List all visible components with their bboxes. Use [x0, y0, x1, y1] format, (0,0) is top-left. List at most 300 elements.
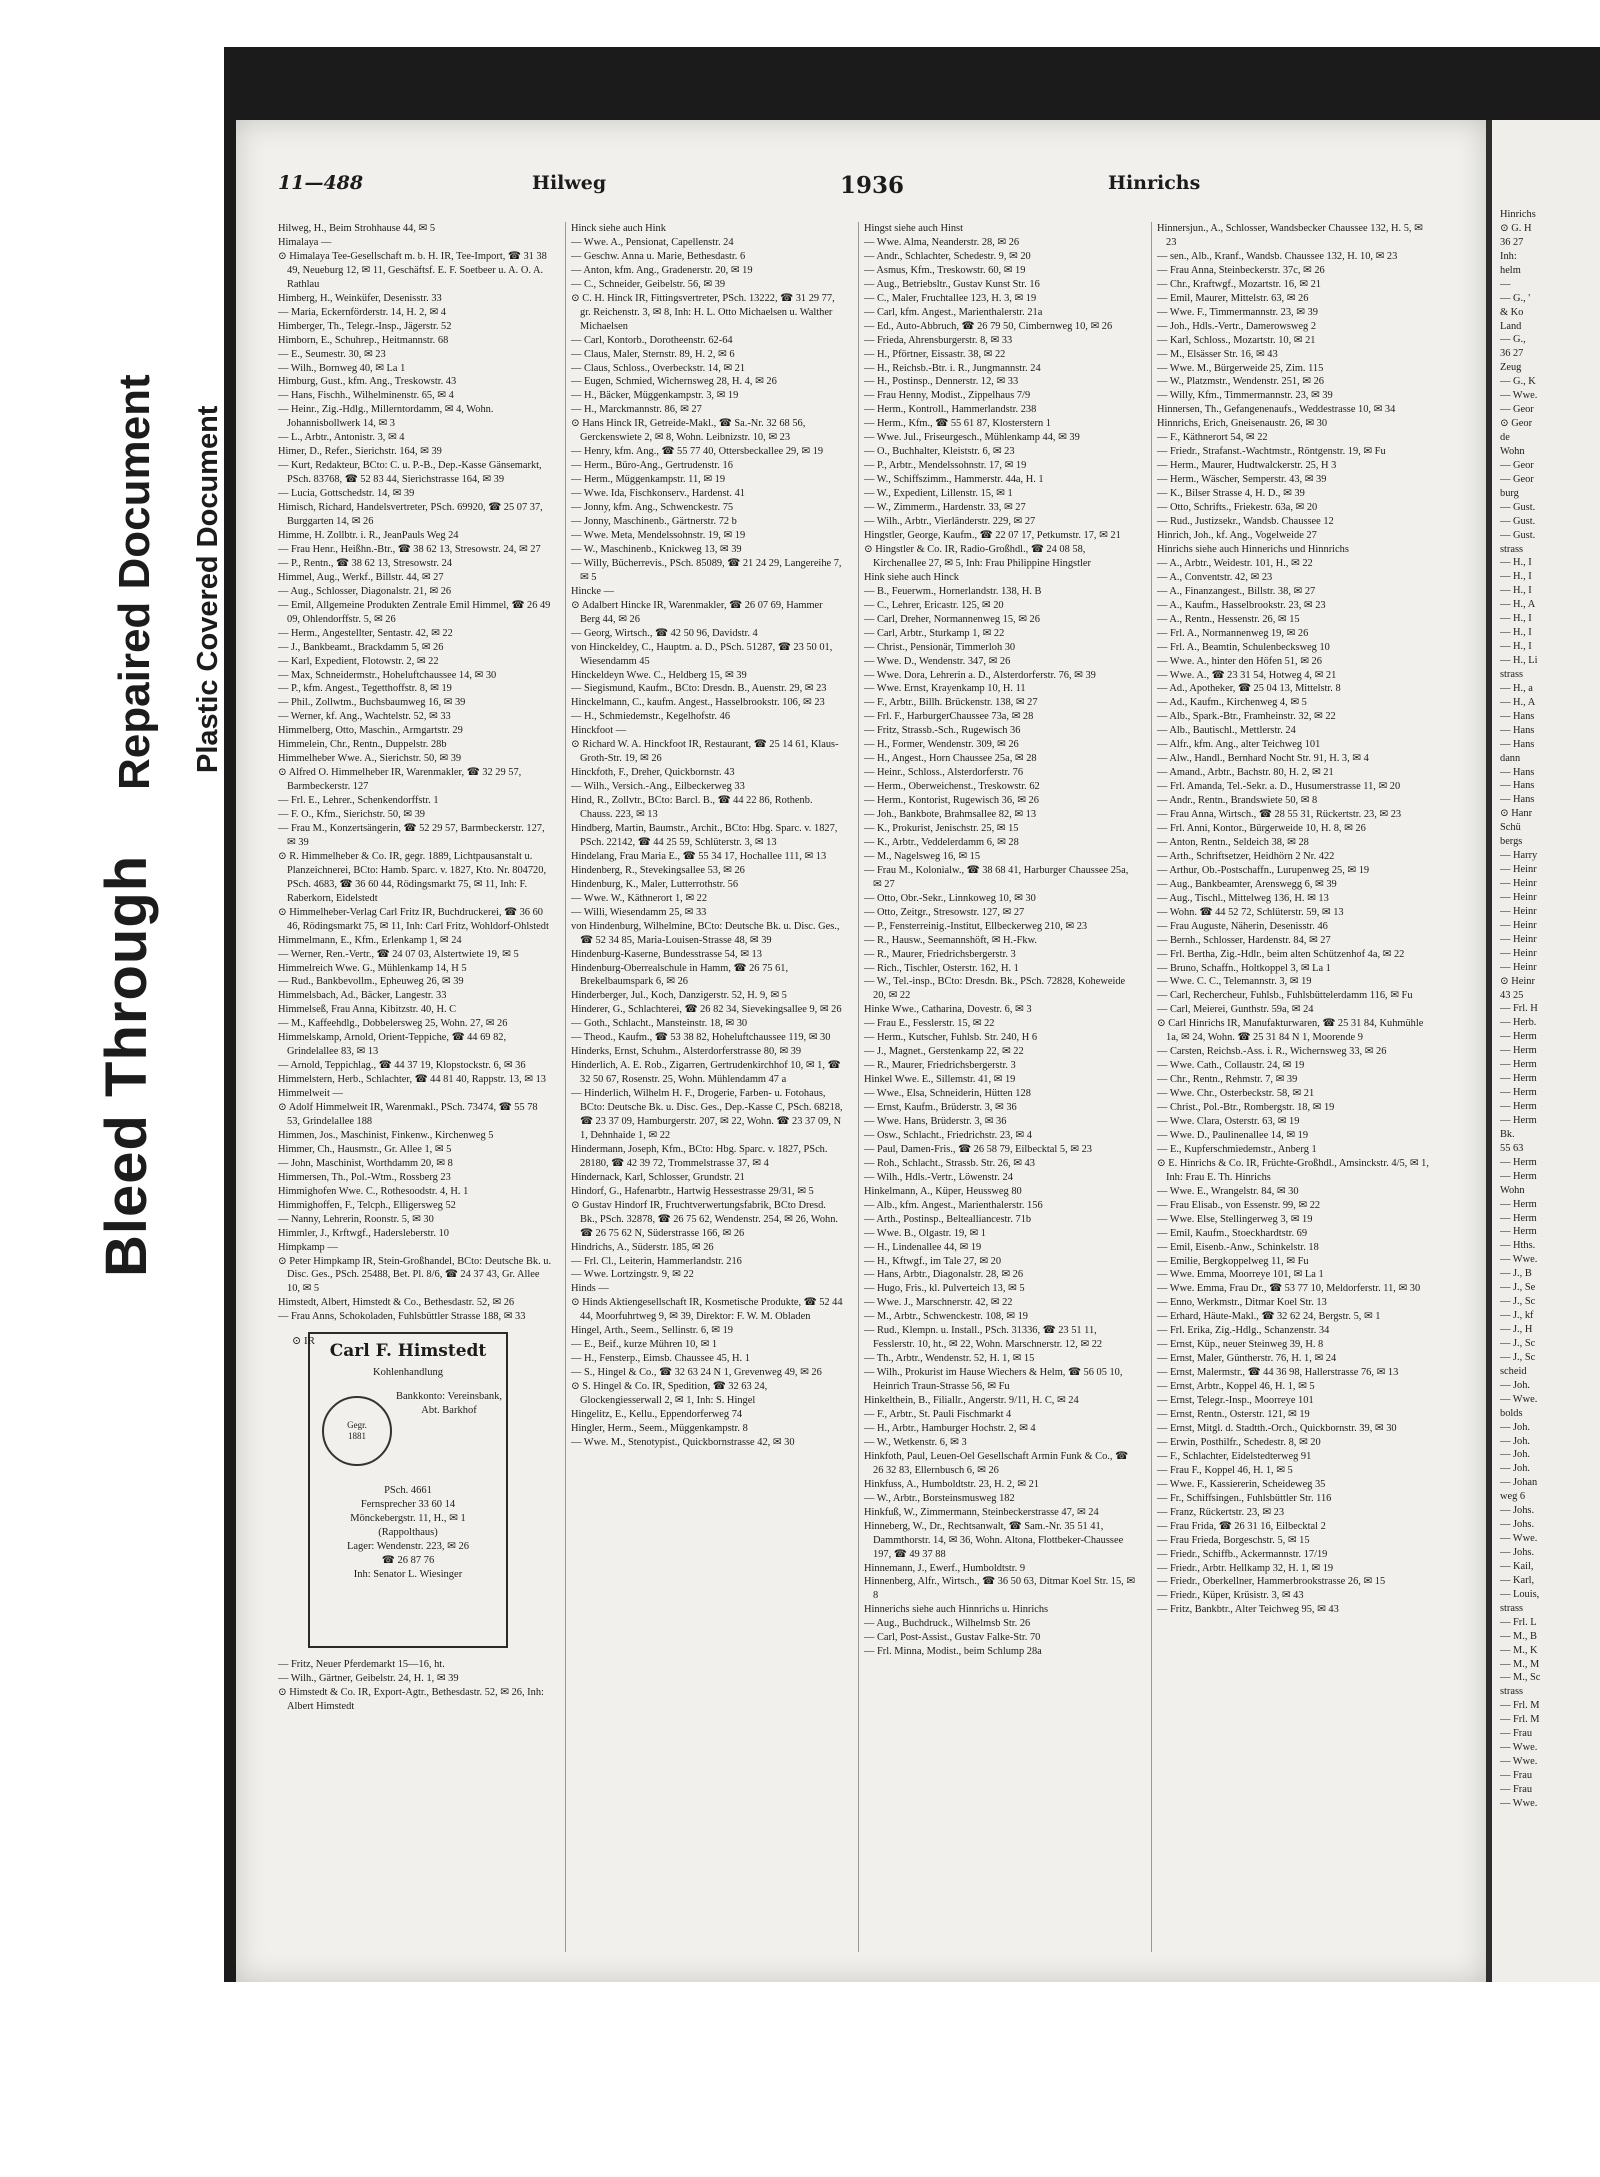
directory-entry: — Theod., Kaufm., ☎ 53 38 82, Hoheluftchaussee 119, ✉ 30 [571, 1032, 831, 1044]
directory-entry: Himmelskamp, Arnold, Orient-Teppiche, ☎ 44 69 82, Grindelallee 83, ✉ 13 [278, 1032, 507, 1058]
adjacent-page-line: — Frau [1500, 1728, 1533, 1740]
directory-entry: — W., Maschinenb., Knickweg 13, ✉ 39 [571, 543, 742, 555]
directory-entry: — Friedr., Strafanst.-Wachtmstr., Röntgenstr. 19, ✉ Fu [1157, 446, 1386, 458]
directory-entry: — R., Maurer, Friedrichsbergerstr. 3 [864, 1060, 1016, 1072]
adjacent-page-line: — Wwe. [1500, 1254, 1538, 1266]
directory-entry: — Frau Anns, Schokoladen, Fuhlsbüttler Strasse 188, ✉ 33 [278, 1311, 526, 1323]
directory-entry: — Frl. E., Lehrer., Schenkendorffstr. 1 [278, 795, 439, 807]
directory-entry: Hinnrichs, Erich, Gneisenaustr. 26, ✉ 30 [1157, 418, 1328, 430]
directory-entry: — Frl. Minna, Modist., beim Schlump 28a [864, 1646, 1042, 1658]
directory-entry: ⊙ Carl Hinrichs IR, Manufakturwaren, ☎ 25 31 84, Kuhmühle 1a, ✉ 24, Wohn. ☎ 25 31 84 N 1, Moorende 9 [1157, 1018, 1424, 1044]
adjacent-page-line: dann [1500, 752, 1521, 764]
adjacent-page-line: — Hans [1500, 766, 1535, 778]
note-bleed-through: Bleed Through [94, 854, 159, 1277]
adjacent-page-line: 43 25 [1500, 989, 1524, 1001]
directory-entry: — Claus, Maler, Sternstr. 89, H. 2, ✉ 6 [571, 348, 735, 360]
directory-entry: — Alw., Handl., Bernhard Nocht Str. 91, H. 3, ✉ 4 [1157, 753, 1369, 765]
directory-entry: — Frau M., Konzertsängerin, ☎ 52 29 57, Barmbeckerstr. 127, ✉ 39 [278, 822, 545, 848]
advertisement-himstedt [292, 1332, 508, 1648]
directory-entry: — Rud., Klempn. u. Install., PSch. 31336, ☎ 23 51 11, Fesslerstr. 10, ht., ✉ 22, Wohn. Marschnerstr. 12, ✉ 22 [864, 1325, 1103, 1351]
directory-entry: — Frau Anna, Wirtsch., ☎ 28 55 31, Rückertstr. 23, ✉ 23 [1157, 809, 1402, 821]
adjacent-page-line: — Joh. [1500, 1379, 1531, 1391]
directory-entry: ⊙ Himmelheber-Verlag Carl Fritz IR, Buchdruckerei, ☎ 36 60 46, Rödingsmarkt 75, ✉ 11, Inh: Carl Fritz, Wohldorf-Ohlstedt [278, 906, 549, 932]
directory-entry: — W., Platzmstr., Wendenstr. 251, ✉ 26 [1157, 376, 1324, 388]
directory-entry: Hinkfuss, A., Humboldtstr. 23, H. 2, ✉ 21 [864, 1478, 1039, 1490]
adjacent-page-line: — Joh. [1500, 1421, 1531, 1433]
directory-entry: — F., Schlachter, Eidelstedterweg 91 [1157, 1450, 1312, 1462]
adjacent-page-line: — Frl. L [1500, 1616, 1537, 1628]
adjacent-page-line: — Herm [1500, 1073, 1537, 1085]
directory-entry: ⊙ Richard W. A. Hinckfoot IR, Restaurant, ☎ 25 14 61, Klaus-Groth-Str. 19, ✉ 26 [571, 739, 839, 765]
column-2 [571, 222, 845, 1952]
directory-entry: — Phil., Zollwtm., Buchsbaumweg 16, ✉ 39 [278, 697, 466, 709]
directory-entry: — Frau Elisab., von Essenstr. 99, ✉ 22 [1157, 1199, 1321, 1211]
adjacent-page-line: — Wwe. [1500, 1797, 1538, 1809]
annotation-strip [40, 270, 240, 1277]
adjacent-page-line: — H., A [1500, 599, 1536, 611]
adjacent-page-line: — Frau [1500, 1783, 1533, 1795]
directory-entry: Hinnersjun., A., Schlosser, Wandsbecker Chaussee 132, H. 5, ✉ 23 [1157, 223, 1423, 248]
directory-entry: Hindelang, Frau Maria E., ☎ 55 34 17, Hochallee 111, ✉ 13 [571, 850, 827, 862]
directory-entry: — Alb., Bautischl., Mettlerstr. 24 [1157, 725, 1296, 737]
directory-entry: — Frieda, Ahrensburgerstr. 8, ✉ 33 [864, 334, 1013, 346]
adjacent-page-line: — Hans [1500, 794, 1535, 806]
directory-entry: Hinnersen, Th., Gefangenenaufs., Weddestrasse 10, ✉ 34 [1157, 404, 1396, 416]
directory-entry: Himmler, J., Krftwgf., Hadersleberstr. 10 [278, 1227, 449, 1239]
column-4-entries [1157, 222, 1431, 1617]
directory-entry: — Hugo, Fris., kl. Pulverteich 13, ✉ 5 [864, 1283, 1025, 1295]
directory-entry: — Franz, Rückertstr. 23, ✉ 23 [1157, 1506, 1285, 1518]
directory-entry: — Herm., Kutscher, Fuhlsb. Str. 240, H 6 [864, 1032, 1038, 1044]
directory-entry: Himmighofen Wwe. C., Rothesoodstr. 4, H. 1 [278, 1185, 469, 1197]
directory-entry: — Carsten, Reichsb.-Ass. i. R., Wichernsweg 33, ✉ 26 [1157, 1046, 1387, 1058]
directory-entry: Hinke Wwe., Catharina, Dovestr. 6, ✉ 3 [864, 1004, 1032, 1016]
directory-entry: — F., Käthnerort 54, ✉ 22 [1157, 432, 1268, 444]
directory-entry: — Willy, Bücherrevis., PSch. 85089, ☎ 21 24 29, Langereihe 7, ✉ 5 [571, 557, 842, 583]
directory-entry: — Wwe. Ernst, Krayenkamp 10, H. 11 [864, 683, 1026, 695]
directory-entry: ⊙ Hingstler & Co. IR, Radio-Großhdl., ☎ 24 08 58, Kirchenallee 27, ✉ 5, Inh: Frau Philippine Hingstler [864, 543, 1091, 569]
directory-entry: — Wwe. Clara, Osterstr. 63, ✉ 19 [1157, 1116, 1300, 1127]
directory-entry: — A., Finanzangest., Billstr. 38, ✉ 27 [1157, 585, 1316, 597]
directory-entry: ⊙ Adalbert Hincke IR, Warenmakler, ☎ 26 07 69, Hammer Berg 44, ✉ 26 [571, 599, 823, 625]
directory-entry: ⊙ C. H. Hinck IR, Fittingsvertreter, PSch. 13222, ☎ 31 29 77, gr. Reichenstr. 3, ✉ 8, Inh: H. L. Otto Michaelsen u. Walther Michaelsen [571, 292, 835, 332]
directory-entry: — H., Angest., Horn Chaussee 25a, ✉ 28 [864, 753, 1037, 765]
adjacent-page-line: — Herm [1500, 1198, 1537, 1210]
directory-entry: — Wwe. Dora, Lehrerin a. D., Alsterdorferstr. 76, ✉ 39 [864, 669, 1096, 681]
directory-entry: — Wwe. Meta, Mendelssohnstr. 19, ✉ 19 [571, 529, 746, 541]
directory-entry: — Erwin, Posthilfr., Schedestr. 8, ✉ 20 [1157, 1436, 1321, 1448]
directory-entry: — R., Maurer, Friedrichsbergerstr. 3 [864, 948, 1016, 960]
directory-entry: — Wilh., Bornweg 40, ✉ La 1 [278, 362, 406, 374]
directory-entry: Hink siehe auch Hinck [864, 571, 959, 583]
adjacent-page-line: — H., a [1500, 682, 1533, 694]
directory-entry: — H., Schmiedemstr., Kegelhofstr. 46 [571, 711, 731, 723]
directory-entry: — H., Kftwgf., im Tale 27, ✉ 20 [864, 1255, 1002, 1267]
directory-entry: — Jonny, kfm. Ang., Schwenckestr. 75 [571, 502, 734, 514]
adjacent-page-line: — Gust. [1500, 529, 1536, 541]
directory-entry: Hindenberg, R., Stevekingsallee 53, ✉ 26 [571, 864, 745, 876]
directory-entry: — H., Fensterp., Eimsb. Chaussee 45, H. 1 [571, 1353, 750, 1365]
directory-entry: Hinrich, Joh., kf. Ang., Vogelweide 27 [1157, 529, 1317, 541]
directory-entry: Hind, R., Zollvtr., BCto: Barcl. B., ☎ 44 22 86, Rothenb. Chauss. 223, ✉ 13 [571, 795, 813, 821]
directory-entry: — F., Arbtr., Billh. Brückenstr. 138, ✉ 27 [864, 697, 1038, 709]
adjacent-page-line: — Herm [1500, 1170, 1537, 1182]
directory-entry: Himmen, Jos., Maschinist, Finkenw., Kirchenweg 5 [278, 1129, 494, 1141]
directory-entry: — Jonny, Maschinenb., Gärtnerstr. 72 b [571, 516, 737, 528]
directory-entry: Himborn, E., Schuhrep., Heitmannstr. 68 [278, 334, 449, 346]
directory-entry: — Wohn. ☎ 44 52 72, Schlüterstr. 59, ✉ 13 [1157, 906, 1344, 918]
adjacent-page-line: — Heinr [1500, 919, 1537, 931]
directory-entry: — Ad., Kaufm., Kirchenweg 4, ✉ 5 [1157, 697, 1307, 709]
adjacent-page-line: — Johs. [1500, 1519, 1535, 1531]
adjacent-page-line: — H., A [1500, 696, 1536, 708]
directory-entry: Himmelsbach, Ad., Bäcker, Langestr. 33 [278, 990, 447, 1002]
adjacent-page-line: de [1500, 432, 1510, 443]
ad-wreath-logo-icon [322, 1396, 392, 1466]
adjacent-page-line: — Johs. [1500, 1505, 1535, 1517]
directory-entry: Himmelheber Wwe. A., Sierichstr. 50, ✉ 39 [278, 753, 462, 765]
ad-building: (Rappolthaus) [378, 1527, 438, 1538]
directory-entry: — Wwe. A., Pensionat, Capellenstr. 24 [571, 236, 734, 248]
directory-entry: Himmelweit — [278, 1088, 343, 1100]
adjacent-page-line: — H., I [1500, 585, 1532, 597]
directory-entry: — Frl. Amanda, Tel.-Sekr. a. D., Husumerstrasse 11, ✉ 20 [1157, 781, 1401, 793]
adjacent-page-line: — J., B [1500, 1268, 1532, 1280]
directory-columns [278, 222, 1438, 1952]
directory-entry: ⊙ Himalaya Tee-Gesellschaft m. b. H. IR, Tee-Import, ☎ 31 38 49, Neueburg 12, ✉ 11, Geschäftsf. E. F. Soetbeer u. A. O. A. Rathlau [278, 250, 547, 290]
adjacent-page-line: Zeug [1500, 362, 1522, 374]
directory-entry: — Arnold, Teppichlag., ☎ 44 37 19, Klopstockstr. 6, ✉ 36 [278, 1060, 526, 1072]
scan-bottom-margin [0, 1982, 1600, 2177]
adjacent-page-line: — H., I [1500, 613, 1532, 625]
directory-entry: — W., Arbtr., Borsteinsmusweg 182 [864, 1492, 1015, 1504]
adjacent-page-line: — Hans [1500, 738, 1535, 750]
directory-entry: Hindberg, Martin, Baumstr., Archit., BCto: Hbg. Sparc. v. 1827, PSch. 22142, ☎ 44 25 59, Schlüterstr. 3, ✉ 13 [571, 822, 838, 848]
adjacent-page-line: Bk. [1500, 1128, 1515, 1140]
directory-entry: ⊙ Adolf Himmelweit IR, Warenmakl., PSch. 73474, ☎ 55 78 53, Grindelallee 188 [278, 1102, 538, 1127]
directory-entry: — Maria, Eckernförderstr. 14, H. 2, ✉ 4 [278, 306, 446, 318]
directory-entry: — Fritz, Bankbtr., Alter Teichweg 95, ✉ 43 [1157, 1604, 1339, 1616]
adjacent-page-line: — M., M [1500, 1658, 1540, 1670]
directory-entry: Hindenburg-Oberrealschule in Hamm, ☎ 26 75 61, Brekelbaumspark 6, ✉ 26 [571, 962, 789, 988]
adjacent-page-line: weg 6 [1500, 1491, 1526, 1503]
directory-entry: — H., Arbtr., Hamburger Hochstr. 2, ✉ 4 [864, 1422, 1036, 1434]
directory-entry: — H., Marckmannstr. 86, ✉ 27 [571, 404, 702, 416]
directory-entry: — Aug., Schlosser, Diagonalstr. 21, ✉ 26 [278, 585, 452, 597]
directory-entry: — B., Feuerwm., Hornerlandstr. 138, H. B [864, 585, 1042, 597]
directory-entry: — Wwe. B., Olgastr. 19, ✉ 1 [864, 1227, 986, 1239]
adjacent-page-line: — Heinr [1500, 947, 1537, 959]
directory-entry: Hinkfoth, Paul, Leuen-Oel Gesellschaft Armin Funk & Co., ☎ 26 32 83, Ellernbusch 6, ✉ 26 [864, 1450, 1129, 1476]
ad-trade: Kohlenhandlung [373, 1367, 443, 1378]
directory-entry: — Frau F., Koppel 46, H. 1, ✉ 5 [1157, 1464, 1293, 1476]
directory-entry: — Wwe. Emma, Frau Dr., ☎ 53 77 10, Meldorferstr. 11, ✉ 30 [1157, 1283, 1421, 1295]
directory-entry: Hindenburg-Kaserne, Bundesstrasse 54, ✉ 13 [571, 948, 762, 960]
adjacent-page-line: — Karl, [1500, 1574, 1535, 1586]
adjacent-page-line: — Herb. [1500, 1017, 1537, 1029]
directory-entry: Hindorf, G., Hafenarbtr., Hartwig Hessestrasse 29/31, ✉ 5 [571, 1185, 814, 1197]
directory-entry: Hinrichs siehe auch Hinnerichs und Hinnrichs [1157, 543, 1349, 555]
directory-entry: — Frau Anna, Steinbeckerstr. 37c, ✉ 26 [1157, 264, 1325, 276]
directory-entry: — Joh., Hdls.-Vertr., Damerowsweg 2 [1157, 320, 1317, 332]
directory-entry: — Werner, Ren.-Vertr., ☎ 24 07 03, Alstertwiete 19, ✉ 5 [278, 948, 519, 960]
directory-entry: — A., Kaufm., Hasselbrookstr. 23, ✉ 23 [1157, 599, 1326, 611]
adjacent-page-line: — Wwe. [1500, 1393, 1538, 1405]
directory-entry: — Carl, Meierei, Gunthstr. 59a, ✉ 24 [1157, 1004, 1314, 1016]
directory-entry: — W., Schiffszimm., Hammerstr. 44a, H. 1 [864, 474, 1044, 486]
directory-entry: — J., Magnet., Gerstenkamp 22, ✉ 22 [864, 1046, 1024, 1058]
directory-entry: — Friedr., Küper, Krüsistr. 3, ✉ 43 [1157, 1590, 1304, 1602]
adjacent-page-line: — Kail, [1500, 1560, 1534, 1572]
directory-entry: — Wwe., Elsa, Schneiderin, Hütten 128 [864, 1088, 1031, 1100]
directory-entry: — Andr., Rentn., Brandswiete 50, ✉ 8 [1157, 795, 1318, 807]
directory-entry: Himmighoffen, F., Telcph., Elligersweg 52 [278, 1199, 456, 1211]
note-plastic-covered: Plastic Covered Document [192, 405, 224, 773]
directory-entry: — Nanny, Lehrerin, Roonstr. 5, ✉ 30 [278, 1213, 434, 1225]
directory-entry: — Arth., Postinsp., Beltealliancestr. 71b [864, 1213, 1032, 1225]
directory-entry: — Wwe. J., Marschnerstr. 42, ✉ 22 [864, 1297, 1013, 1309]
directory-entry: — Wwe. D., Paulinenallee 14, ✉ 19 [1157, 1129, 1309, 1141]
directory-entry: — Ad., Apotheker, ☎ 25 04 13, Mittelstr. 8 [1157, 683, 1341, 695]
directory-entry: — Carl, Rechercheur, Fuhlsb., Fuhlsbüttelerdamm 116, ✉ Fu [1157, 990, 1413, 1002]
page-number: 11—488 [278, 172, 364, 194]
directory-entry: — Emil, Maurer, Mittelstr. 63, ✉ 26 [1157, 292, 1309, 304]
directory-entry: — Alfr., kfm. Ang., alter Teichweg 101 [1157, 739, 1321, 751]
column-3-entries [864, 222, 1138, 1659]
directory-entry: — Herm., Kontorist, Rugewisch 36, ✉ 26 [864, 795, 1039, 807]
directory-entry: — Wwe. Else, Stellingerweg 3, ✉ 19 [1157, 1213, 1313, 1225]
directory-entry: — Erhard, Häute-Makl., ☎ 32 62 24, Bergstr. 5, ✉ 1 [1157, 1311, 1381, 1323]
directory-entry: — Wwe. M., Bürgerweide 25, Zim. 115 [1157, 362, 1324, 374]
directory-entry: — Friedr., Oberkellner, Hammerbrookstrasse 26, ✉ 15 [1157, 1576, 1386, 1588]
directory-entry: — K., Bilser Strasse 4, H. D., ✉ 39 [1157, 488, 1305, 500]
directory-entry: Hinckfoot — [571, 725, 627, 737]
adjacent-page-line: Inh: [1500, 250, 1517, 262]
directory-entry: Hinkel Wwe. E., Sillemstr. 41, ✉ 19 [864, 1074, 1016, 1086]
directory-entry: — Bruno, Schaffn., Holtkoppel 3, ✉ La 1 [1157, 962, 1331, 974]
adjacent-page-line: — Heinr [1500, 933, 1537, 945]
adjacent-page-line: — G., [1500, 334, 1526, 346]
directory-entry: Hingler, Herm., Seem., Müggenkampstr. 8 [571, 1422, 748, 1434]
adjacent-page-line: — H., I [1500, 627, 1532, 639]
directory-entry: — Heinr., Zig.-Hdlg., Millerntordamm, ✉ 4, Wohn. Johannisbollwerk 14, ✉ 3 [278, 404, 494, 430]
adjacent-page-line: — Hans [1500, 780, 1535, 792]
adjacent-page-line: — Wwe. [1500, 1742, 1538, 1754]
adjacent-page-line: Wohn [1500, 445, 1525, 457]
adjacent-page-line: — H., I [1500, 641, 1532, 653]
adjacent-page-line: — Herm [1500, 1087, 1537, 1099]
directory-entry: — H., Lindenallee 44, ✉ 19 [864, 1241, 982, 1253]
adjacent-page-line: — Geor [1500, 404, 1534, 416]
directory-entry: — Herm., Maurer, Hudtwalckerstr. 25, H 3 [1157, 460, 1337, 472]
directory-entry: — Christ., Pol.-Btr., Rombergstr. 18, ✉ 19 [1157, 1102, 1335, 1114]
directory-entry: — H., Reichsb.-Btr. i. R., Jungmannstr. 24 [864, 362, 1041, 374]
directory-entry: — Frau Henr., Heißhn.-Btr., ☎ 38 62 13, Stresowstr. 24, ✉ 27 [278, 543, 541, 555]
directory-entry: — K., Prokurist, Jenischstr. 25, ✉ 15 [864, 822, 1019, 834]
directory-entry: — Frau M., Kolonialw., ☎ 38 68 41, Harburger Chaussee 25a, ✉ 27 [864, 864, 1129, 890]
directory-entry: — Aug., Tischl., Mittelweg 136, H. ✉ 13 [1157, 892, 1329, 904]
adjacent-page-line: ⊙ G. H [1500, 222, 1532, 234]
directory-entry: Hinderer, G., Schlachterei, ☎ 26 82 34, Sievekingsallee 9, ✉ 26 [571, 1004, 842, 1016]
adjacent-page-line: — Harry [1500, 850, 1538, 862]
directory-entry: — Wwe. F., Timmermannstr. 23, ✉ 39 [1157, 306, 1318, 318]
directory-entry: Hinderlich, A. E. Rob., Zigarren, Gertrudenkirchhof 10, ✉ 1, ☎ 32 50 67, Rosenstr. 25, Wohn. Mühlendamm 47 a [571, 1060, 841, 1086]
directory-entry: — Enno, Werkmstr., Ditmar Koel Str. 13 [1157, 1297, 1327, 1309]
adjacent-page-line: — H., Li [1500, 655, 1538, 666]
directory-entry: — C., Maler, Fruchtallee 123, H. 3, ✉ 19 [864, 292, 1037, 304]
adjacent-page-line: — H., I [1500, 571, 1532, 583]
adjacent-page-line: 36 27 [1500, 348, 1524, 360]
adjacent-page-line: — Wwe. [1500, 1533, 1538, 1545]
directory-entry: — Wwe. F., Kassiererin, Scheideweg 35 [1157, 1478, 1326, 1490]
directory-entry: — Kurt, Redakteur, BCto: C. u. P.-B., Dep.-Kasse Gänsemarkt, PSch. 83768, ☎ 52 83 44, Sierichstrasse 164, ✉ 39 [278, 460, 542, 486]
adjacent-page-line: — M., Sc [1500, 1672, 1541, 1684]
adjacent-page-line: ⊙ Heinr [1500, 975, 1535, 987]
adjacent-page-line: — Herm [1500, 1045, 1537, 1057]
directory-entry: ⊙ Peter Himpkamp IR, Stein-Großhandel, BCto: Deutsche Bk. u. Disc. Ges., PSch. 25488, Bet. Pl. 8/6, ☎ 24 37 43, Gr. Allee 10, ✉ 5 [278, 1255, 552, 1295]
directory-entry: Himisch, Richard, Handelsvertreter, PSch. 69920, ☎ 25 07 37, Burggarten 14, ✉ 26 [278, 502, 543, 528]
directory-entry: — A., Arbtr., Weidestr. 101, H., ✉ 22 [1157, 557, 1313, 569]
adjacent-page-line: — Hths. [1500, 1240, 1536, 1252]
adjacent-page-line: Schü [1500, 822, 1521, 834]
directory-entry: ⊙ Alfred O. Himmelheber IR, Warenmakler, ☎ 32 29 57, Barmbeckerstr. 127 [278, 767, 522, 793]
adjacent-page-edge [1492, 120, 1600, 1982]
directory-entry: — Carl, Arbtr., Sturkamp 1, ✉ 22 [864, 627, 1005, 639]
directory-entry: — Wwe. D., Wendenstr. 347, ✉ 26 [864, 655, 1011, 667]
directory-entry: — A., Conventstr. 42, ✉ 23 [1157, 571, 1273, 583]
adjacent-page-line: — Hans [1500, 710, 1535, 722]
directory-entry: — Wilh., Prokurist im Hause Wiechers & Helm, ☎ 56 05 10, Heinrich Traun-Strasse 56, ✉ Fu [864, 1367, 1123, 1393]
directory-entry: Himmelein, Chr., Rentn., Duppelstr. 28b [278, 739, 447, 751]
ad-storage: Lager: Wendenstr. 223, ✉ 26 [346, 1541, 470, 1552]
adjacent-page-line: — Johan [1500, 1477, 1538, 1489]
directory-entry: Hinderberger, Jul., Koch, Danzigerstr. 52, H. 9, ✉ 5 [571, 990, 787, 1002]
directory-entry: — W., Zimmerm., Hardenstr. 33, ✉ 27 [864, 502, 1026, 514]
directory-entry: — Carl, Dreher, Normannenweg 15, ✉ 26 [864, 613, 1040, 625]
directory-entry: — Joh., Bankbote, Brahmsallee 82, ✉ 13 [864, 809, 1037, 821]
adjacent-page-line: — Geor [1500, 473, 1534, 485]
directory-entry: ⊙ Gustav Hindorf IR, Fruchtverwertungsfabrik, BCto Dresd. Bk., PSch. 32878, ☎ 26 75 62, Wendenstr. 254, ✉ 26, Wohn. ☎ 26 75 62 N, Süderstrasse 166, ✉ 26 [571, 1199, 839, 1239]
directory-entry: ⊙ Hinds Aktiengesellschaft IR, Kosmetische Produkte, ☎ 52 44 44, Moorfuhrtweg 9, ✉ 39, Direktor: F. W. M. Obladen [571, 1297, 843, 1323]
directory-entry: — P., Fensterreinig.-Institut, Ellbeckerweg 210, ✉ 23 [864, 920, 1088, 932]
directory-entry: Himmersen, Th., Pol.-Wtm., Rossberg 23 [278, 1171, 451, 1183]
directory-entry: Hinderks, Ernst, Schuhm., Alsterdorferstrasse 80, ✉ 39 [571, 1046, 802, 1058]
adjacent-page-line: burg [1500, 487, 1519, 499]
directory-entry: Himmelseß, Frau Anna, Kibitzstr. 40, H. C [278, 1004, 457, 1016]
adjacent-page-line: — [1500, 278, 1511, 290]
directory-entry: — Rud., Bankbevollm., Epheuweg 26, ✉ 39 [278, 976, 464, 988]
directory-entry: Hinkfuß, W., Zimmermann, Steinbeckerstrasse 47, ✉ 24 [864, 1506, 1099, 1518]
directory-entry: — Ernst, Rentn., Osterstr. 121, ✉ 19 [1157, 1409, 1310, 1421]
directory-entry: — Emil, Eisenb.-Anw., Schinkelstr. 18 [1157, 1241, 1319, 1253]
directory-entry: — Ernst, Telegr.-Insp., Moorreye 101 [1157, 1395, 1314, 1407]
directory-entry: — Frl. Bertha, Zig.-Hdlr., beim alten Schützenhof 4a, ✉ 22 [1157, 948, 1405, 960]
ad-logo-year: 1881 [348, 1431, 366, 1441]
directory-entry: Hinckeldeyn Wwe. C., Heldberg 15, ✉ 39 [571, 669, 747, 681]
directory-entry: Hindernack, Karl, Schlosser, Grundstr. 21 [571, 1171, 745, 1183]
directory-entry: — Goth., Schlacht., Mansteinstr. 18, ✉ 30 [571, 1018, 748, 1030]
directory-entry: — Wwe. Alma, Neanderstr. 28, ✉ 26 [864, 236, 1020, 248]
directory-entry: — Ed., Auto-Abbruch, ☎ 26 79 50, Cimbernweg 10, ✉ 26 [864, 320, 1113, 332]
adjacent-page-line: & Ko [1500, 306, 1524, 318]
directory-entry: — Siegismund, Kaufm., BCto: Dresdn. B., Auenstr. 29, ✉ 23 [571, 683, 827, 695]
directory-entry: — M., Kaffeehdlg., Dobbelersweg 25, Wohn. 27, ✉ 26 [278, 1018, 508, 1030]
directory-entry: — Aug., Buchdruck., Wilhelmsb Str. 26 [864, 1618, 1031, 1630]
directory-entry: — Wwe. Hans, Brüderstr. 3, ✉ 36 [864, 1116, 1007, 1127]
directory-entry: — Wwe. Chr., Osterbeckstr. 58, ✉ 21 [1157, 1088, 1315, 1100]
directory-entry: — Hans, Arbtr., Diagonalstr. 28, ✉ 26 [864, 1269, 1024, 1281]
directory-entry: — C., Lehrer, Ericastr. 125, ✉ 20 [864, 599, 1004, 611]
directory-entry: — Wwe. A., ☎ 23 31 54, Hotweg 4, ✉ 21 [1157, 669, 1337, 681]
directory-entry: Hinkelthein, B., Filiallr., Angerstr. 9/11, H. C, ✉ 24 [864, 1395, 1079, 1407]
directory-entry: — Frl. Cl., Leiterin, Hammerlandstr. 216 [571, 1255, 742, 1267]
directory-entry: — Arth., Schriftsetzer, Heidhörn 2 Nr. 422 [1157, 850, 1335, 862]
directory-entry: — Frl. Anni, Kontor., Bürgerweide 10, H. 8, ✉ 26 [1157, 822, 1366, 834]
directory-entry: Hinnenberg, Alfr., Wirtsch., ☎ 36 50 63, Ditmar Koel Str. 15, ✉ 8 [864, 1576, 1136, 1602]
directory-entry: Hingst siehe auch Hinst [864, 223, 963, 234]
directory-entry: Hindenburg, K., Maler, Lutterrothstr. 56 [571, 878, 739, 890]
directory-entry: — Otto, Zeitgr., Stresowstr. 127, ✉ 27 [864, 906, 1025, 918]
directory-entry: — Frl. A., Normannenweg 19, ✉ 26 [1157, 627, 1309, 639]
directory-entry: — L., Arbtr., Antonistr. 3, ✉ 4 [278, 432, 405, 444]
directory-entry: Himer, D., Refer., Sierichstr. 164, ✉ 39 [278, 446, 442, 458]
directory-entry: Hingel, Arth., Seem., Sellinstr. 6, ✉ 19 [571, 1325, 733, 1337]
directory-entry: Hilweg, H., Beim Strohhause 44, ✉ 5 [278, 223, 436, 234]
directory-entry: — Wwe. Cath., Collaustr. 24, ✉ 19 [1157, 1060, 1305, 1072]
directory-entry: — Herm., Müggenkampstr. 11, ✉ 19 [571, 474, 726, 486]
directory-entry: Hinckelmann, C., kaufm. Angest., Hasselbrookstr. 106, ✉ 23 [571, 697, 825, 709]
ad-phone: Fernsprecher 33 60 14 [360, 1499, 456, 1510]
directory-entry: — Wwe. A., hinter den Höfen 51, ✉ 26 [1157, 655, 1322, 667]
directory-entry: — Wwe. W., Käthnerort 1, ✉ 22 [571, 892, 708, 904]
directory-entry: — Carl, Kontorb., Dorotheenstr. 62-64 [571, 334, 733, 346]
directory-entry: — Arthur, Ob.-Postschaffn., Lurupenweg 25, ✉ 19 [1157, 864, 1370, 876]
adjacent-page-line: — Herm [1500, 1114, 1537, 1126]
directory-entry: ⊙ R. Himmelheber & Co. IR, gegr. 1889, Lichtpausanstalt u. Planzeichnerei, BCto: Hamb. Sparc. v. 1827, Kto. Nr. 804720, PSch. 4683, ☎ 36 60 44, Rödingsmarkt 75, ✉ 11, Inh: F. Raberkorn, Eidelstedt [278, 850, 547, 904]
adjacent-page-line: — J., Sc [1500, 1351, 1536, 1363]
directory-entry: Himalaya — [278, 236, 332, 248]
directory-entry: — Alb., Spark.-Btr., Framheinstr. 32, ✉ 22 [1157, 711, 1336, 723]
directory-entry: — Carl, kfm. Angest., Marienthalerstr. 21a [864, 306, 1043, 318]
directory-entry: — Frau Henny, Modist., Zippelhaus 7/9 [864, 390, 1031, 402]
directory-entry: — Frl. Erika, Zig.-Hdlg., Schanzenstr. 34 [1157, 1325, 1330, 1337]
directory-entry: — Chr., Rentn., Rehmstr. 7, ✉ 39 [1157, 1074, 1298, 1086]
directory-entry: — sen., Alb., Kranf., Wandsb. Chaussee 132, H. 10, ✉ 23 [1157, 250, 1398, 262]
directory-entry: — H., Bäcker, Müggenkampstr. 3, ✉ 19 [571, 390, 739, 402]
directory-entry: — Wilh., Versich.-Ang., Eilbeckerweg 33 [571, 781, 745, 793]
adjacent-page-line: — J., Sc [1500, 1296, 1536, 1308]
adjacent-page-line: — G., ' [1500, 292, 1531, 304]
adjacent-page-line: — Joh. [1500, 1435, 1531, 1447]
directory-entry: — Frl. F., HarburgerChaussee 73a, ✉ 28 [864, 711, 1034, 723]
column-4 [1157, 222, 1431, 1952]
directory-entry: Hincke — [571, 585, 614, 597]
ad-details [314, 1484, 502, 1582]
directory-entry: — Georg, Wirtsch., ☎ 42 50 96, Davidstr. 4 [571, 627, 758, 639]
directory-entry: — Herm., Wäscher, Semperstr. 43, ✉ 39 [1157, 474, 1327, 486]
directory-entry: — O., Buchhalter, Kleiststr. 6, ✉ 23 [864, 446, 1015, 458]
directory-entry: — Paul, Damen-Fris., ☎ 26 58 79, Eilbecktal 5, ✉ 23 [864, 1143, 1092, 1155]
adjacent-page-line: 55 63 [1500, 1142, 1524, 1154]
directory-entry: — Karl, Schloss., Mozartstr. 10, ✉ 21 [1157, 334, 1316, 346]
directory-entry: — Willy, Kfm., Timmermannstr. 23, ✉ 39 [1157, 390, 1333, 402]
directory-entry: — Lucia, Gottschedstr. 14, ✉ 39 [278, 488, 415, 500]
adjacent-page-line: Hinrichs [1500, 209, 1536, 220]
adjacent-page-line: strass [1500, 1686, 1524, 1698]
directory-entry: — A., Rentn., Hessenstr. 26, ✉ 15 [1157, 613, 1300, 625]
adjacent-page-line: — H., I [1500, 557, 1532, 569]
adjacent-page-line: — Herm [1500, 1212, 1537, 1224]
